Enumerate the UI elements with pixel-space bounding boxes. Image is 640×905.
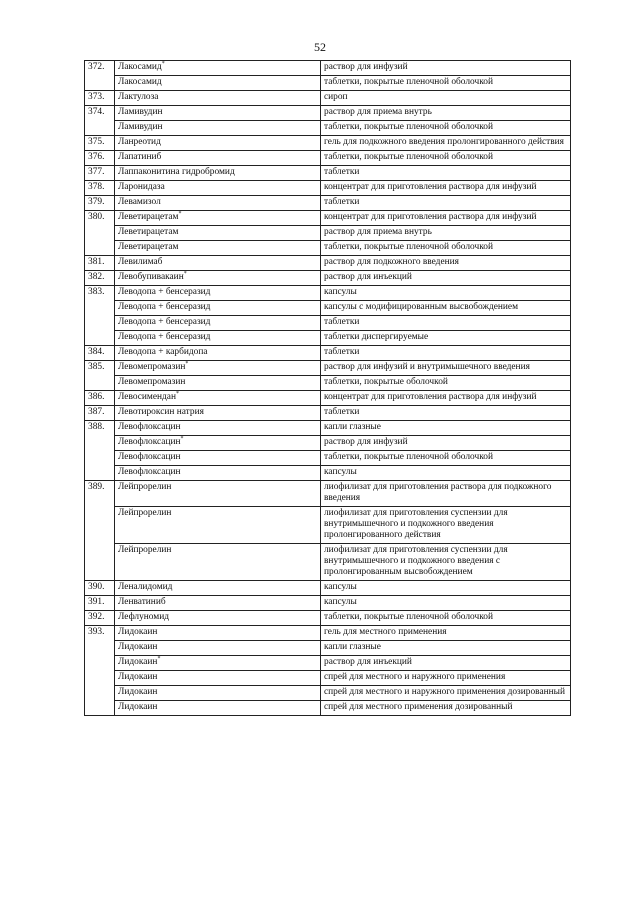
drug-name-cell — [115, 406, 321, 421]
dosage-form: таблетки — [321, 196, 571, 211]
row-number: 374. — [85, 106, 115, 121]
dosage-form: капсулы — [321, 466, 571, 481]
table-row — [85, 151, 571, 166]
row-number: 377. — [85, 166, 115, 181]
drug-name-cell — [115, 166, 321, 181]
row-number: 379. — [85, 196, 115, 211]
drug-name: Ланреотид — [118, 137, 161, 147]
drug-name: Лидокаин — [118, 687, 158, 697]
drug-name: Ленватиниб — [118, 597, 166, 607]
dosage-form: капли глазные — [321, 421, 571, 436]
drug-name: Лактулоза — [118, 92, 159, 102]
dosage-form: раствор для подкожного введения — [321, 256, 571, 271]
drug-name: Леводопа + бенсеразид — [118, 317, 211, 327]
drug-name-cell — [115, 271, 321, 286]
row-number: 384. — [85, 346, 115, 361]
dosage-form: раствор для инфузий — [321, 436, 571, 451]
table-row — [85, 376, 571, 391]
drug-name: Лидокаин — [118, 702, 158, 712]
dosage-form: спрей для местного применения дозированный — [321, 701, 571, 716]
drug-name-cell — [115, 436, 321, 451]
drug-name: Левотироксин натрия — [118, 407, 204, 417]
dosage-form: таблетки, покрытые пленочной оболочкой — [321, 611, 571, 626]
row-number — [85, 241, 115, 256]
drug-name: Лидокаин — [118, 627, 158, 637]
row-number: 376. — [85, 151, 115, 166]
drug-name-cell — [115, 151, 321, 166]
drug-name-cell — [115, 256, 321, 271]
row-number: 385. — [85, 361, 115, 376]
drug-list-table — [84, 60, 571, 716]
drug-name-cell — [115, 91, 321, 106]
table-row — [85, 481, 571, 507]
drug-name: Левомепромазин — [118, 362, 186, 372]
row-number — [85, 656, 115, 671]
table-row — [85, 106, 571, 121]
drug-name-cell — [115, 76, 321, 91]
table-row — [85, 286, 571, 301]
table-row — [85, 241, 571, 256]
row-number: 391. — [85, 596, 115, 611]
drug-name: Лейпрорелин — [118, 482, 172, 492]
drug-name: Ларонидаза — [118, 182, 165, 192]
drug-name-cell — [115, 544, 321, 581]
table-row — [85, 121, 571, 136]
dosage-form: таблетки, покрытые пленочной оболочкой — [321, 241, 571, 256]
table-row — [85, 626, 571, 641]
dosage-form: концентрат для приготовления раствора для инфузий — [321, 211, 571, 226]
row-number — [85, 544, 115, 581]
dosage-form: капсулы с модифицированным высвобождением — [321, 301, 571, 316]
row-number: 387. — [85, 406, 115, 421]
drug-name: Ламивудин — [118, 122, 163, 132]
drug-name-cell — [115, 286, 321, 301]
table-row — [85, 656, 571, 671]
drug-name: Лидокаин — [118, 657, 158, 667]
table-row — [85, 226, 571, 241]
row-number — [85, 436, 115, 451]
dosage-form: таблетки диспергируемые — [321, 331, 571, 346]
row-number: 389. — [85, 481, 115, 507]
table-row — [85, 91, 571, 106]
dosage-form: спрей для местного и наружного применения дозированный — [321, 686, 571, 701]
row-number: 386. — [85, 391, 115, 406]
dosage-form: таблетки — [321, 406, 571, 421]
row-number: 381. — [85, 256, 115, 271]
table-row — [85, 436, 571, 451]
drug-name-cell — [115, 641, 321, 656]
row-number: 388. — [85, 421, 115, 436]
drug-name: Леводопа + карбидопа — [118, 347, 208, 357]
dosage-form: лиофилизат для приготовления суспензии для внутримышечного и подкожного введения пролонгированного действия — [321, 507, 571, 544]
dosage-form: раствор для инъекций — [321, 271, 571, 286]
drug-name: Лаппаконитина гидробромид — [118, 167, 235, 177]
dosage-form: капли глазные — [321, 641, 571, 656]
row-number: 393. — [85, 626, 115, 641]
table-row — [85, 701, 571, 716]
dosage-form: гель для подкожного введения пролонгированного действия — [321, 136, 571, 151]
drug-name-cell — [115, 507, 321, 544]
row-number — [85, 671, 115, 686]
row-number — [85, 301, 115, 316]
row-number: 372. — [85, 61, 115, 76]
drug-name-cell — [115, 626, 321, 641]
drug-name: Леветирацетам — [118, 242, 179, 252]
drug-name-cell — [115, 421, 321, 436]
drug-name-cell — [115, 121, 321, 136]
dosage-form: капсулы — [321, 286, 571, 301]
asterisk-mark: * — [157, 655, 161, 662]
drug-name-cell — [115, 241, 321, 256]
drug-name-cell — [115, 301, 321, 316]
asterisk-mark: * — [180, 435, 184, 442]
dosage-form: капсулы — [321, 581, 571, 596]
row-number — [85, 641, 115, 656]
row-number — [85, 701, 115, 716]
table-row — [85, 406, 571, 421]
table-row — [85, 361, 571, 376]
table-row — [85, 391, 571, 406]
drug-name: Левофлоксацин — [118, 422, 181, 432]
table-row — [85, 611, 571, 626]
asterisk-mark: * — [161, 60, 165, 67]
drug-name: Лейпрорелин — [118, 508, 172, 518]
drug-name-cell — [115, 331, 321, 346]
table-row — [85, 544, 571, 581]
drug-name: Лефлуномид — [118, 612, 170, 622]
row-number — [85, 507, 115, 544]
table-row — [85, 671, 571, 686]
drug-name: Левосимендан — [118, 392, 176, 402]
drug-name: Левофлоксацин — [118, 452, 181, 462]
drug-name-cell — [115, 106, 321, 121]
table-row — [85, 76, 571, 91]
dosage-form: лиофилизат для приготовления суспензии для внутримышечного и подкожного введения с пролонгированным высвобождением — [321, 544, 571, 581]
drug-name-cell — [115, 316, 321, 331]
asterisk-mark: * — [178, 210, 182, 217]
drug-name: Лейпрорелин — [118, 545, 172, 555]
drug-name: Левамизол — [118, 197, 161, 207]
row-number — [85, 686, 115, 701]
drug-name-cell — [115, 481, 321, 507]
dosage-form: концентрат для приготовления раствора для инфузий — [321, 181, 571, 196]
row-number: 390. — [85, 581, 115, 596]
dosage-form: таблетки, покрытые оболочкой — [321, 376, 571, 391]
asterisk-mark: * — [185, 360, 189, 367]
drug-name: Левомепромазин — [118, 377, 186, 387]
drug-name: Леводопа + бенсеразид — [118, 302, 211, 312]
row-number — [85, 76, 115, 91]
dosage-form: концентрат для приготовления раствора для инфузий — [321, 391, 571, 406]
table-row — [85, 421, 571, 436]
table-row — [85, 301, 571, 316]
drug-name: Ламивудин — [118, 107, 163, 117]
drug-name-cell — [115, 391, 321, 406]
drug-name: Леветирацетам — [118, 212, 179, 222]
drug-name-cell — [115, 701, 321, 716]
table-row — [85, 641, 571, 656]
asterisk-mark: * — [175, 390, 179, 397]
table-row — [85, 316, 571, 331]
table-row — [85, 451, 571, 466]
drug-name: Лакосамид — [118, 62, 162, 72]
row-number: 383. — [85, 286, 115, 301]
table-row — [85, 166, 571, 181]
row-number — [85, 121, 115, 136]
drug-name-cell — [115, 656, 321, 671]
table-body — [85, 61, 571, 716]
drug-name: Леналидомид — [118, 582, 173, 592]
table-row — [85, 196, 571, 211]
page-number: 52 — [314, 40, 326, 54]
dosage-form: лиофилизат для приготовления раствора для подкожного введения — [321, 481, 571, 507]
drug-name-cell — [115, 61, 321, 76]
dosage-form: таблетки, покрытые пленочной оболочкой — [321, 151, 571, 166]
row-number — [85, 451, 115, 466]
drug-name: Левофлоксацин — [118, 467, 181, 477]
drug-name: Лапатиниб — [118, 152, 162, 162]
drug-name: Леводопа + бенсеразид — [118, 287, 211, 297]
dosage-form: раствор для инфузий — [321, 61, 571, 76]
drug-name-cell — [115, 611, 321, 626]
drug-name-cell — [115, 136, 321, 151]
drug-name-cell — [115, 196, 321, 211]
dosage-form: спрей для местного и наружного применения — [321, 671, 571, 686]
table-row — [85, 61, 571, 76]
table-row — [85, 346, 571, 361]
drug-name-cell — [115, 596, 321, 611]
drug-name-cell — [115, 581, 321, 596]
drug-name-cell — [115, 686, 321, 701]
dosage-form: таблетки — [321, 346, 571, 361]
drug-name-cell — [115, 671, 321, 686]
row-number: 392. — [85, 611, 115, 626]
drug-name: Леветирацетам — [118, 227, 179, 237]
table-row — [85, 271, 571, 286]
dosage-form: раствор для инъекций — [321, 656, 571, 671]
row-number: 375. — [85, 136, 115, 151]
dosage-form: таблетки — [321, 166, 571, 181]
row-number — [85, 466, 115, 481]
row-number: 373. — [85, 91, 115, 106]
dosage-form: таблетки — [321, 316, 571, 331]
dosage-form: таблетки, покрытые пленочной оболочкой — [321, 76, 571, 91]
row-number — [85, 376, 115, 391]
drug-name: Левилимаб — [118, 257, 163, 267]
table-row — [85, 507, 571, 544]
table-row — [85, 211, 571, 226]
drug-name: Левобупивакаин — [118, 272, 184, 282]
asterisk-mark: * — [183, 270, 187, 277]
drug-name: Леводопа + бенсеразид — [118, 332, 211, 342]
drug-name-cell — [115, 361, 321, 376]
row-number — [85, 226, 115, 241]
dosage-form: раствор для инфузий и внутримышечного введения — [321, 361, 571, 376]
drug-name-cell — [115, 451, 321, 466]
dosage-form: таблетки, покрытые пленочной оболочкой — [321, 121, 571, 136]
drug-name-cell — [115, 346, 321, 361]
row-number — [85, 316, 115, 331]
row-number: 382. — [85, 271, 115, 286]
dosage-form: капсулы — [321, 596, 571, 611]
drug-name-cell — [115, 181, 321, 196]
row-number: 380. — [85, 211, 115, 226]
drug-name: Левофлоксацин — [118, 437, 181, 447]
drug-name: Лакосамид — [118, 77, 162, 87]
dosage-form: раствор для приема внутрь — [321, 226, 571, 241]
drug-name: Лидокаин — [118, 642, 158, 652]
dosage-form: гель для местного применения — [321, 626, 571, 641]
table-row — [85, 136, 571, 151]
drug-name-cell — [115, 226, 321, 241]
table-row — [85, 256, 571, 271]
drug-name-cell — [115, 211, 321, 226]
table-row — [85, 596, 571, 611]
drug-name-cell — [115, 466, 321, 481]
table-row — [85, 686, 571, 701]
table-row — [85, 181, 571, 196]
dosage-form: таблетки, покрытые пленочной оболочкой — [321, 451, 571, 466]
table-row — [85, 581, 571, 596]
row-number — [85, 331, 115, 346]
dosage-form: раствор для приема внутрь — [321, 106, 571, 121]
drug-name-cell — [115, 376, 321, 391]
drug-name: Лидокаин — [118, 672, 158, 682]
table-row — [85, 466, 571, 481]
dosage-form: сироп — [321, 91, 571, 106]
table-row — [85, 331, 571, 346]
row-number: 378. — [85, 181, 115, 196]
